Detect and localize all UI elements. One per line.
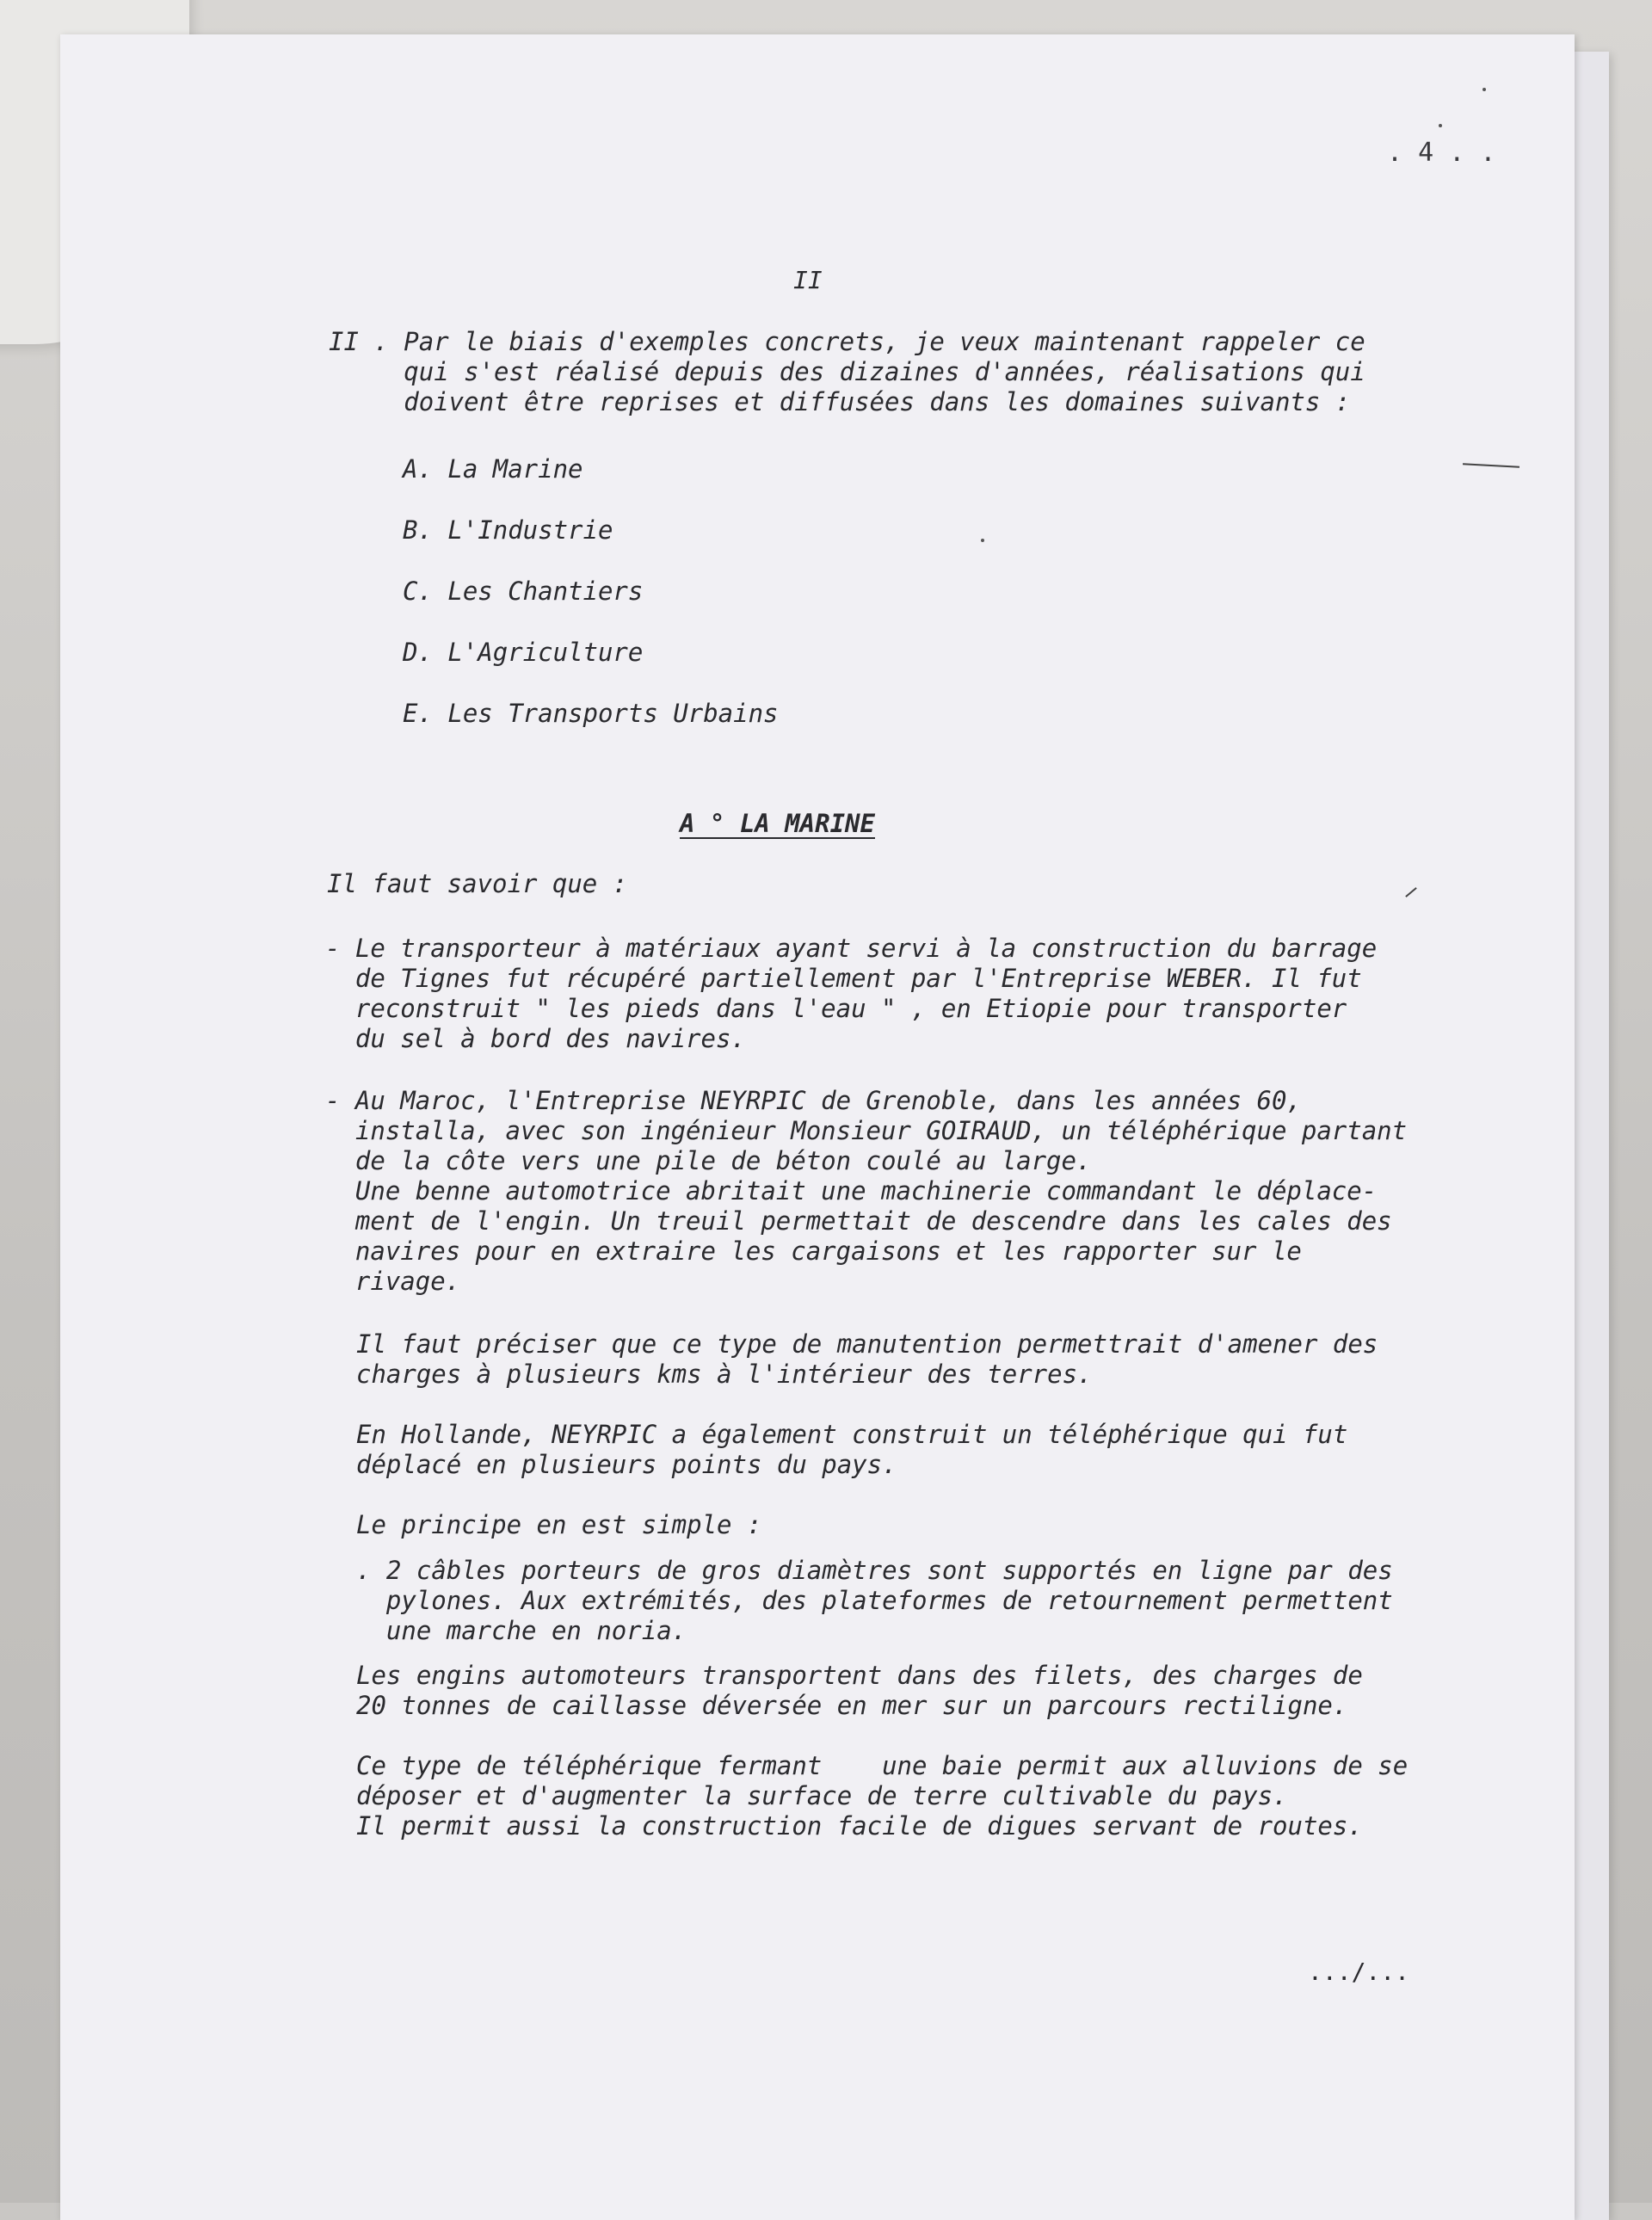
domain-item-transports: E. Les Transports Urbains (403, 699, 779, 728)
section-heading-marine: A ° LA MARINE (680, 809, 875, 838)
paragraph-maroc: - Au Maroc, l'Entreprise NEYRPIC de Grenoble, dans les années 60, installa, avec son ingénieur Monsieur GOIRAUD, un téléphérique partant de la côte vers une pile de béton coulé au large. Une benne automotrice abritait une machinerie commandant le déplace- ment de l'engin. Un treuil permettait de descendre dans les cales des navires pour en extraire les cargaisons et les rapporter sur le rivage. (325, 1086, 1408, 1296)
domain-item-marine: A. La Marine (403, 454, 583, 484)
domain-item-agriculture: D. L'Agriculture (403, 638, 644, 667)
domain-item-chantiers: C. Les Chantiers (403, 577, 644, 606)
paragraph-preciser: Il faut préciser que ce type de manutention permettrait d'amener des charges à plusieurs kms à l'intérieur des terres. (356, 1329, 1378, 1389)
continuation-marker: .../... (1308, 1958, 1410, 1986)
marine-lead-text: Il faut savoir que : (327, 869, 628, 898)
paragraph-tignes: - Le transporteur à matériaux ayant servi à la construction du barrage de Tignes fut récupéré partiellement par l'Entreprise WEBER. Il fut reconstruit " les pieds dans l'eau " , en Etiopie pour transporter du sel à bord des navires. (325, 934, 1378, 1053)
paper-speck (1439, 124, 1442, 127)
domain-item-industrie: B. L'Industrie (403, 515, 613, 545)
paper-speck (981, 539, 984, 542)
paragraph-engins: Les engins automoteurs transportent dans des filets, des charges de 20 tonnes de caillasse déversée en mer sur un parcours rectiligne. (356, 1661, 1363, 1720)
paragraph-hollande: En Hollande, NEYRPIC a également construit un téléphérique qui fut déplacé en plusieurs points du pays. (356, 1420, 1348, 1479)
paper-speck (1482, 88, 1486, 91)
paragraph-baie: Ce type de téléphérique fermant une baie permit aux alluvions de se déposer et d'augmenter la surface de terre cultivable du pays. Il permit aussi la construction facile de digues servant de routes. (356, 1751, 1409, 1841)
paragraph-cables: . 2 câbles porteurs de gros diamètres sont supportés en ligne par des pylones. Aux extrémités, des plateformes de retournement permettent une marche en noria. (356, 1556, 1393, 1645)
page-number: . 4 . . (1387, 138, 1496, 168)
intro-paragraph: II . Par le biais d'exemples concrets, je veux maintenant rappeler ce qui s'est réalisé depuis des dizaines d'années, réalisations qui doivent être reprises et diffusées dans les domaines suivants : (329, 327, 1365, 416)
section-roman-numeral: II (793, 266, 823, 294)
paragraph-principe: Le principe en est simple : (356, 1510, 762, 1539)
